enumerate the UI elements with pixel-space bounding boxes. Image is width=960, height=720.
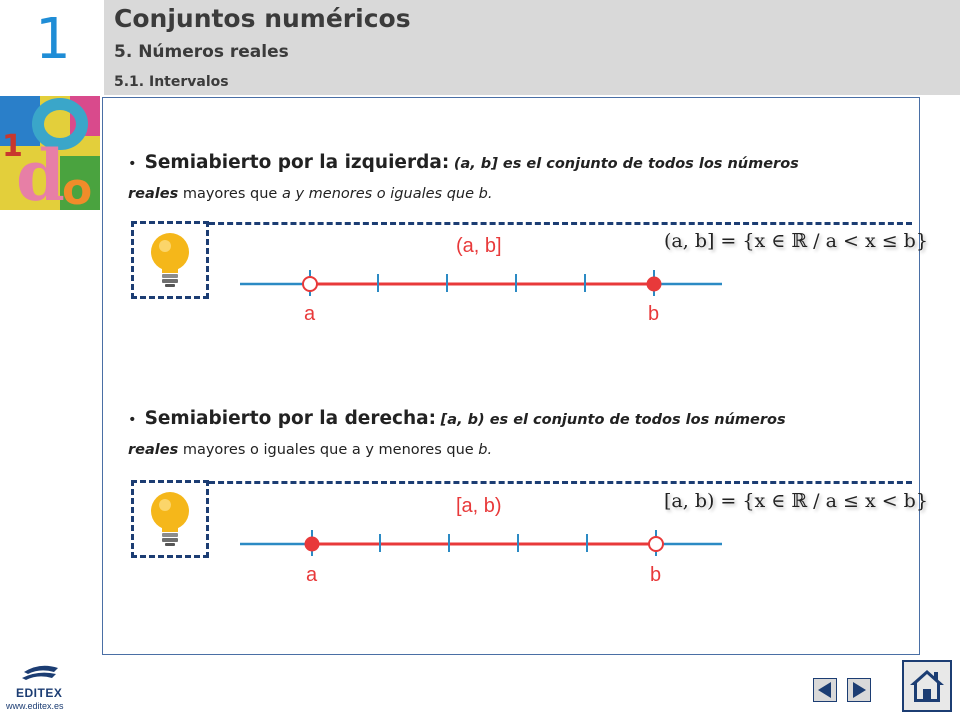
set-notation-left-open: (a, b] = {x ∈ ℝ / a < x ≤ b}: [664, 230, 928, 252]
left-open-text3: y menores o iguales que: [290, 186, 479, 202]
left-open-text2: mayores que: [178, 186, 282, 202]
numbers-thumbnail-image: [0, 96, 100, 210]
dashed-guide: [209, 481, 912, 484]
next-button[interactable]: [847, 678, 871, 702]
section-title: 5.1. Intervalos: [114, 74, 229, 90]
page-title: Conjuntos numéricos: [114, 4, 411, 33]
left-open-b: b.: [478, 186, 493, 202]
home-icon: [904, 662, 950, 710]
left-open-description: [128, 148, 903, 209]
label-b: b: [648, 303, 660, 325]
editex-logo-text[interactable]: EDITEX: [16, 686, 63, 700]
closed-endpoint-b: [647, 277, 662, 292]
left-open-a: a: [281, 186, 291, 202]
set-notation-right-open: [a, b) = {x ∈ ℝ / a ≤ x < b}: [664, 490, 928, 512]
open-endpoint-a: [303, 277, 317, 291]
svg-text:1: 1: [2, 129, 23, 164]
lightbulb-icon: [134, 224, 206, 296]
right-open-reales: reales: [128, 442, 179, 458]
label-a: a: [306, 564, 318, 586]
right-open-text2: mayores o iguales que a y menores que: [178, 442, 479, 458]
left-open-notation: (a, b]: [453, 156, 498, 172]
left-open-heading: Semiabierto por la izquierda:: [144, 152, 450, 173]
left-open-text1: es el conjunto de todos los números: [497, 156, 799, 172]
lightbulb-box[interactable]: [131, 480, 209, 558]
label-b: b: [650, 564, 662, 586]
dashed-guide: [209, 222, 912, 225]
right-open-heading: Semiabierto por la derecha:: [144, 408, 437, 429]
interval-label: (a, b]: [456, 235, 502, 257]
label-a: a: [304, 303, 316, 325]
bullet: •: [128, 412, 137, 428]
svg-text:o: o: [62, 164, 93, 210]
number-line-left-open: [240, 230, 730, 330]
previous-button[interactable]: [813, 678, 837, 702]
right-open-description: [128, 404, 903, 465]
lightbulb-box[interactable]: [131, 221, 209, 299]
interval-label: [a, b): [456, 495, 502, 517]
triangle-left-icon: [814, 679, 836, 701]
page-subtitle: 5. Números reales: [114, 42, 289, 62]
triangle-right-icon: [848, 679, 870, 701]
editex-url[interactable]: www.editex.es: [6, 701, 64, 711]
right-open-text1: es el conjunto de todos los números: [484, 412, 786, 428]
open-endpoint-b: [649, 537, 663, 551]
left-open-reales: reales: [128, 186, 179, 202]
chapter-number: 1: [35, 7, 71, 72]
closed-endpoint-a: [305, 537, 320, 552]
home-button[interactable]: [902, 660, 952, 712]
svg-text:d: d: [16, 134, 65, 210]
right-open-b: b.: [478, 442, 493, 458]
lightbulb-icon: [134, 483, 206, 555]
right-open-notation: [a, b): [440, 412, 485, 428]
number-line-right-open: [240, 490, 730, 590]
bullet: •: [128, 156, 137, 172]
